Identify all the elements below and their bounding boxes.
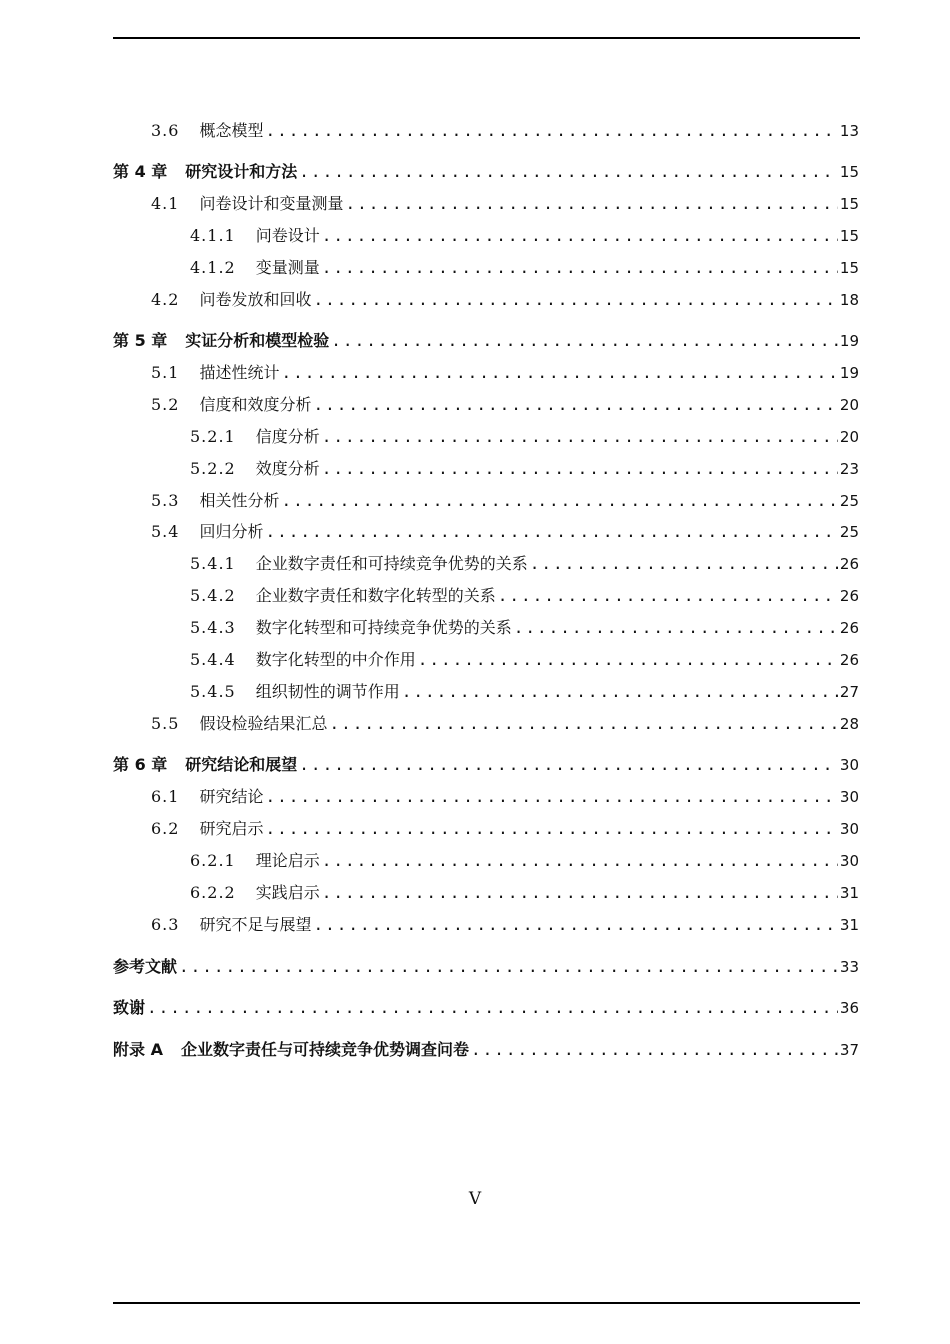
toc-entry-page: 26 — [839, 619, 859, 637]
toc-entry-5-4-1[interactable] — [113, 552, 859, 576]
leader-dots — [322, 256, 838, 280]
toc-entry-number: 5.4.2 — [190, 586, 236, 605]
toc-entry-title: 数字化转型和可持续竞争优势的关系 — [255, 618, 512, 637]
toc-entry-number: 5.2 — [151, 395, 180, 414]
leader-dots — [179, 955, 838, 979]
toc-entry-title: 致谢 — [113, 998, 146, 1017]
leader-dots — [281, 489, 837, 513]
toc-entry-title: 研究启示 — [199, 819, 264, 838]
toc-entry-title: 实践启示 — [255, 883, 320, 902]
toc-entry-page: 19 — [839, 364, 859, 382]
toc-entry-page: 15 — [839, 259, 859, 277]
toc-entry-title: 回归分析 — [199, 522, 264, 541]
leader-dots — [530, 552, 838, 576]
toc-entry-page: 31 — [839, 884, 859, 902]
leader-dots — [402, 680, 838, 704]
toc-entry-5-2-2[interactable] — [113, 457, 859, 481]
leader-dots — [514, 616, 838, 640]
toc-entry-title: 信度和效度分析 — [199, 395, 312, 414]
toc-entry-title: 假设检验结果汇总 — [199, 714, 328, 733]
toc-entry-number: 5.4 — [151, 522, 180, 541]
toc-entry-title: 企业数字责任和数字化转型的关系 — [255, 586, 496, 605]
toc-entry-number: 第 4 章 — [113, 162, 168, 181]
toc-entry-5-4-4[interactable] — [113, 648, 859, 672]
toc-entry-number: 5.5 — [151, 714, 180, 733]
toc-entry-page: 25 — [839, 523, 859, 541]
footer-rule — [113, 1302, 860, 1304]
toc-entry-title: 描述性统计 — [199, 363, 280, 382]
toc-entry-6-2-2[interactable] — [113, 881, 859, 905]
toc-entry-5-1[interactable] — [113, 361, 859, 385]
leader-dots — [322, 849, 838, 873]
toc-entry-page: 23 — [839, 460, 859, 478]
toc-entry-title: 组织韧性的调节作用 — [255, 682, 400, 701]
toc-references[interactable] — [113, 955, 859, 979]
toc-entry-page: 20 — [839, 428, 859, 446]
toc-entry-title: 问卷设计和变量测量 — [199, 194, 344, 213]
leader-dots — [331, 329, 838, 353]
toc-chapter-4[interactable] — [113, 160, 859, 184]
toc-entry-4-1[interactable] — [113, 192, 859, 216]
leader-dots — [471, 1038, 838, 1062]
toc-entry-title: 理论启示 — [255, 851, 320, 870]
leader-dots — [313, 913, 837, 937]
toc-entry-title: 研究不足与展望 — [199, 915, 312, 934]
toc-entry-number: 5.4.3 — [190, 618, 236, 637]
toc-entry-title: 企业数字责任和可持续竞争优势的关系 — [255, 554, 528, 573]
toc-entry-page: 27 — [839, 683, 859, 701]
toc-entry-number: 5.4.5 — [190, 682, 236, 701]
toc-entry-number: 4.1 — [151, 194, 180, 213]
leader-dots — [313, 393, 837, 417]
toc-entry-number: 6.3 — [151, 915, 180, 934]
leader-dots — [265, 520, 837, 544]
toc-entry-title: 信度分析 — [255, 427, 320, 446]
header-rule — [113, 37, 860, 39]
toc-entry-title: 研究设计和方法 — [185, 162, 298, 181]
toc-entry-number: 5.2.2 — [190, 459, 236, 478]
toc-entry-title: 相关性分析 — [199, 491, 280, 510]
leader-dots — [313, 288, 837, 312]
toc-entry-page: 30 — [839, 788, 859, 806]
toc-entry-6-2-1[interactable] — [113, 849, 859, 873]
leader-dots — [299, 160, 838, 184]
toc-entry-number: 第 5 章 — [113, 331, 168, 350]
toc-entry-6-1[interactable] — [113, 785, 859, 809]
toc-entry-title: 研究结论 — [199, 787, 264, 806]
toc-chapter-5[interactable] — [113, 329, 859, 353]
toc-entry-title: 研究结论和展望 — [185, 755, 298, 774]
toc-entry-page: 15 — [839, 227, 859, 245]
leader-dots — [265, 817, 837, 841]
toc-entry-page: 30 — [839, 852, 859, 870]
leader-dots — [265, 785, 837, 809]
leader-dots — [299, 753, 838, 777]
toc-entry-3-6[interactable] — [113, 119, 859, 143]
leader-dots — [329, 712, 837, 736]
toc-entry-page: 18 — [839, 291, 859, 309]
leader-dots — [498, 584, 838, 608]
toc-entry-4-1-2[interactable] — [113, 256, 859, 280]
toc-entry-title: 变量测量 — [255, 258, 320, 277]
toc-entry-page: 37 — [839, 1041, 859, 1059]
toc-entry-page: 28 — [839, 715, 859, 733]
toc-entry-4-1-1[interactable] — [113, 224, 859, 248]
toc-entry-number: 5.4.1 — [190, 554, 236, 573]
toc-entry-5-4-5[interactable] — [113, 680, 859, 704]
toc-entry-number: 3.6 — [151, 121, 180, 140]
toc-entry-title: 参考文献 — [113, 957, 178, 976]
toc-entry-page: 33 — [839, 958, 859, 976]
toc-appendix-a[interactable] — [113, 1038, 859, 1062]
toc-entry-number: 6.2.1 — [190, 851, 236, 870]
leader-dots — [322, 457, 838, 481]
leader-dots — [345, 192, 837, 216]
toc-entry-5-4[interactable] — [113, 520, 859, 544]
toc-entry-title: 数字化转型的中介作用 — [255, 650, 416, 669]
toc-entry-number: 附录 A — [113, 1040, 163, 1059]
toc-entry-5-2[interactable] — [113, 393, 859, 417]
toc-entry-number: 4.1.1 — [190, 226, 236, 245]
toc-entry-page: 26 — [839, 587, 859, 605]
toc-entry-number: 4.2 — [151, 290, 180, 309]
toc-entry-number: 5.2.1 — [190, 427, 236, 446]
leader-dots — [322, 224, 838, 248]
leader-dots — [147, 996, 838, 1020]
toc-entry-number: 5.4.4 — [190, 650, 236, 669]
toc-entry-4-2[interactable] — [113, 288, 859, 312]
toc-entry-5-4-3[interactable] — [113, 616, 859, 640]
toc-entry-title: 概念模型 — [199, 121, 264, 140]
toc-entry-page: 26 — [839, 651, 859, 669]
toc-entry-page: 31 — [839, 916, 859, 934]
toc-entry-page: 15 — [839, 195, 859, 213]
leader-dots — [265, 119, 837, 143]
toc-entry-6-3[interactable] — [113, 913, 859, 937]
page-number: V — [468, 1189, 482, 1209]
toc-entry-page: 13 — [839, 122, 859, 140]
toc-entry-5-4-2[interactable] — [113, 584, 859, 608]
toc-entry-5-2-1[interactable] — [113, 425, 859, 449]
toc-acknowledgements[interactable] — [113, 996, 859, 1020]
toc-entry-number: 6.2.2 — [190, 883, 236, 902]
toc-entry-6-2[interactable] — [113, 817, 859, 841]
toc-entry-title: 问卷设计 — [255, 226, 320, 245]
toc-entry-number: 4.1.2 — [190, 258, 236, 277]
leader-dots — [322, 425, 838, 449]
toc-entry-title: 效度分析 — [255, 459, 320, 478]
toc-entry-number: 5.3 — [151, 491, 180, 510]
toc-entry-title: 问卷发放和回收 — [199, 290, 312, 309]
toc-entry-page: 25 — [839, 492, 859, 510]
toc-entry-title: 实证分析和模型检验 — [185, 331, 330, 350]
toc-entry-number: 6.1 — [151, 787, 180, 806]
toc-entry-page: 36 — [839, 999, 859, 1017]
toc-entry-5-3[interactable] — [113, 489, 859, 513]
toc-entry-page: 30 — [839, 756, 859, 774]
toc-entry-title: 企业数字责任与可持续竞争优势调查问卷 — [180, 1040, 469, 1059]
toc-entry-page: 30 — [839, 820, 859, 838]
toc-entry-page: 26 — [839, 555, 859, 573]
toc-chapter-6[interactable] — [113, 753, 859, 777]
toc-entry-number: 第 6 章 — [113, 755, 168, 774]
toc-entry-page: 15 — [839, 163, 859, 181]
toc-entry-page: 19 — [839, 332, 859, 350]
leader-dots — [281, 361, 837, 385]
leader-dots — [418, 648, 838, 672]
toc-entry-page: 20 — [839, 396, 859, 414]
toc-entry-5-5[interactable] — [113, 712, 859, 736]
leader-dots — [322, 881, 838, 905]
toc-entry-number: 5.1 — [151, 363, 180, 382]
toc-entry-number: 6.2 — [151, 819, 180, 838]
